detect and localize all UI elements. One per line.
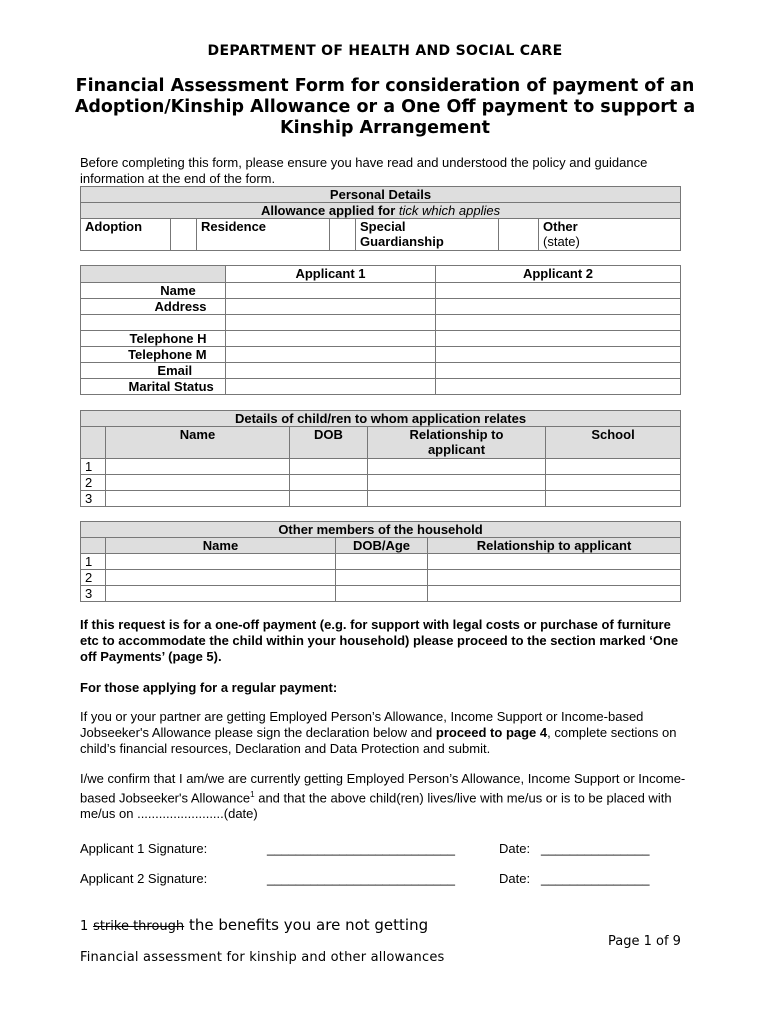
applicant-1-marital-status-field[interactable]: [226, 379, 436, 395]
email-label: Email: [157, 363, 193, 378]
child-dob-field[interactable]: [290, 475, 368, 491]
personal-details-heading: Personal Details: [81, 187, 681, 203]
applicant-1-address-field-2[interactable]: [226, 315, 436, 331]
relationship-line-1: Relationship to: [409, 427, 504, 442]
department-heading: DEPARTMENT OF HEALTH AND SOCIAL CARE: [207, 43, 563, 59]
table-row: [81, 570, 681, 586]
option-other-cell[interactable]: [539, 219, 681, 251]
child-relationship-field[interactable]: [368, 459, 546, 475]
footnote-marker: 1: [250, 790, 255, 799]
regular-payment-instructions: [80, 709, 690, 757]
member-name-field[interactable]: [106, 586, 336, 602]
children-relationship-heading: [368, 427, 546, 459]
option-special-guardianship-label: [356, 219, 499, 251]
member-relationship-field[interactable]: [428, 570, 681, 586]
applicant-1-email-field[interactable]: [226, 363, 436, 379]
table-row: [81, 554, 681, 570]
confirm-text-b: and that the above child(ren) lives/live with me/us or is to be placed with me/us on ........................(date): [80, 790, 672, 822]
table-row: [81, 459, 681, 475]
child-name-field[interactable]: [106, 491, 290, 507]
footnote: [80, 916, 428, 934]
child-relationship-field[interactable]: [368, 491, 546, 507]
child-dob-field[interactable]: [290, 459, 368, 475]
applicant-2-signature-label: Applicant 2 Signature:: [80, 871, 208, 886]
footnote-number: 1: [80, 919, 89, 934]
marital-status-label: Marital Status: [128, 379, 214, 394]
child-relationship-field[interactable]: [368, 475, 546, 491]
special-line-1: Special: [360, 219, 406, 234]
children-school-heading: School: [546, 427, 681, 459]
child-school-field[interactable]: [546, 475, 681, 491]
footnote-strike-text: strike through: [93, 919, 185, 934]
allowance-hint: tick which applies: [398, 203, 501, 218]
applicant-1-address-field[interactable]: [226, 299, 436, 315]
member-dob-field[interactable]: [336, 586, 428, 602]
applicant-1-signature-line[interactable]: __________________________: [267, 841, 455, 856]
page-number: Page 1 of 9: [608, 934, 681, 949]
applicant-2-name-field[interactable]: [436, 283, 681, 299]
child-school-field[interactable]: [546, 491, 681, 507]
member-name-field[interactable]: [106, 554, 336, 570]
member-name-field[interactable]: [106, 570, 336, 586]
applicant-2-date-line[interactable]: _______________: [541, 871, 650, 886]
household-corner-cell: [81, 538, 106, 554]
option-other-hint: (state): [543, 234, 580, 249]
children-name-heading: Name: [106, 427, 290, 459]
member-dob-field[interactable]: [336, 570, 428, 586]
option-adoption-label: Adoption: [81, 219, 171, 251]
row-label-email: [81, 363, 226, 379]
table-row: [81, 475, 681, 491]
member-dob-field[interactable]: [336, 554, 428, 570]
child-name-field[interactable]: [106, 475, 290, 491]
row-label-name: [81, 283, 226, 299]
proceed-page-4-text: proceed to page 4: [435, 725, 548, 740]
applicant-2-email-field[interactable]: [436, 363, 681, 379]
household-relationship-heading: Relationship to applicant: [428, 538, 681, 554]
applicants-corner-cell: [81, 266, 226, 283]
children-dob-heading: DOB: [290, 427, 368, 459]
applicant-1-date-line[interactable]: _______________: [541, 841, 650, 856]
row-number: 1: [81, 554, 106, 570]
row-label-marital-status: [81, 379, 226, 395]
applicant-1-heading: Applicant 1: [226, 266, 436, 283]
applicant-1-name-field[interactable]: [226, 283, 436, 299]
child-name-field[interactable]: [106, 459, 290, 475]
household-name-heading: Name: [106, 538, 336, 554]
applicant-2-telephone-m-field[interactable]: [436, 347, 681, 363]
child-dob-field[interactable]: [290, 491, 368, 507]
one-off-instructions: If this request is for a one-off payment (e.g. for support with legal costs or purchase of furniture etc to accommodate the child within your household) please proceed to the section marked ‘One off Payments’ (page 5).: [80, 617, 679, 664]
option-other-label: Other: [543, 219, 578, 234]
household-heading: Other members of the household: [81, 522, 681, 538]
row-number: 2: [81, 475, 106, 491]
row-number: 2: [81, 570, 106, 586]
applicant-2-signature-line[interactable]: __________________________: [267, 871, 455, 886]
applicant-1-date-label: Date:: [499, 841, 531, 856]
allowance-label: Allowance applied for: [260, 203, 396, 218]
applicant-2-marital-status-field[interactable]: [436, 379, 681, 395]
row-number: 3: [81, 491, 106, 507]
option-residence-label: Residence: [197, 219, 330, 251]
allowance-applied-heading: [81, 203, 681, 219]
children-corner-cell: [81, 427, 106, 459]
personal-details-table: [80, 186, 681, 251]
confirmation-statement: [80, 771, 690, 822]
row-number: 3: [81, 586, 106, 602]
footer-text: Financial assessment for kinship and other allowances: [80, 950, 445, 965]
applicant-2-address-field-2[interactable]: [436, 315, 681, 331]
household-dob-heading: DOB/Age: [336, 538, 428, 554]
applicant-2-address-field[interactable]: [436, 299, 681, 315]
row-label-telephone-h: [81, 331, 226, 347]
telephone-h-label: Telephone H: [129, 331, 207, 346]
adoption-tick-box[interactable]: [171, 219, 197, 251]
applicant-1-signature-row: [80, 841, 690, 857]
special-line-2: Guardianship: [360, 234, 444, 249]
row-number: 1: [81, 459, 106, 475]
applicant-2-signature-row: [80, 871, 690, 887]
applicant-1-signature-label: Applicant 1 Signature:: [80, 841, 208, 856]
child-school-field[interactable]: [546, 459, 681, 475]
name-label: Name: [160, 283, 196, 298]
member-relationship-field[interactable]: [428, 554, 681, 570]
address-label: Address: [154, 299, 207, 314]
confirm-text-a: I/we confirm that I am/we are currently getting Employed Person’s Allowance, Income Support or Income-based Jobseeker's Allowance: [80, 771, 686, 806]
special-guardianship-tick-box[interactable]: [499, 219, 539, 251]
member-relationship-field[interactable]: [428, 586, 681, 602]
table-row: [81, 491, 681, 507]
household-table: [80, 521, 681, 602]
regular-payment-heading: For those applying for a regular payment:: [80, 680, 338, 695]
form-title: Financial Assessment Form for consideration of payment of an Adoption/Kinship Allowance or a One Off payment to support a Kinship Arrangement: [74, 76, 696, 138]
applicant-1-telephone-h-field[interactable]: [226, 331, 436, 347]
children-table: [80, 410, 681, 507]
row-label-address: [81, 299, 226, 315]
table-row: [81, 586, 681, 602]
regular-text-a: If you or your partner are getting Employed Person’s Allowance, Income Support or Income-based Jobseeker's Allowance please sign the declaration below and: [80, 709, 644, 740]
applicant-1-telephone-m-field[interactable]: [226, 347, 436, 363]
residence-tick-box[interactable]: [330, 219, 356, 251]
applicants-table: [80, 265, 681, 395]
regular-text-b: , complete sections on child’s financial resources, Declaration and Data Protection and submit.: [80, 725, 677, 756]
intro-text: Before completing this form, please ensure you have read and understood the policy and guidance information at the end of the form.: [80, 155, 648, 186]
telephone-m-label: Telephone M: [128, 347, 207, 362]
footnote-rest: the benefits you are not getting: [184, 916, 429, 934]
row-label-address-cont: [81, 315, 226, 331]
children-heading: Details of child/ren to whom application relates: [81, 411, 681, 427]
applicant-2-telephone-h-field[interactable]: [436, 331, 681, 347]
applicant-2-heading: Applicant 2: [436, 266, 681, 283]
row-label-telephone-m: [81, 347, 226, 363]
applicant-2-date-label: Date:: [499, 871, 531, 886]
relationship-line-2: applicant: [427, 442, 486, 457]
